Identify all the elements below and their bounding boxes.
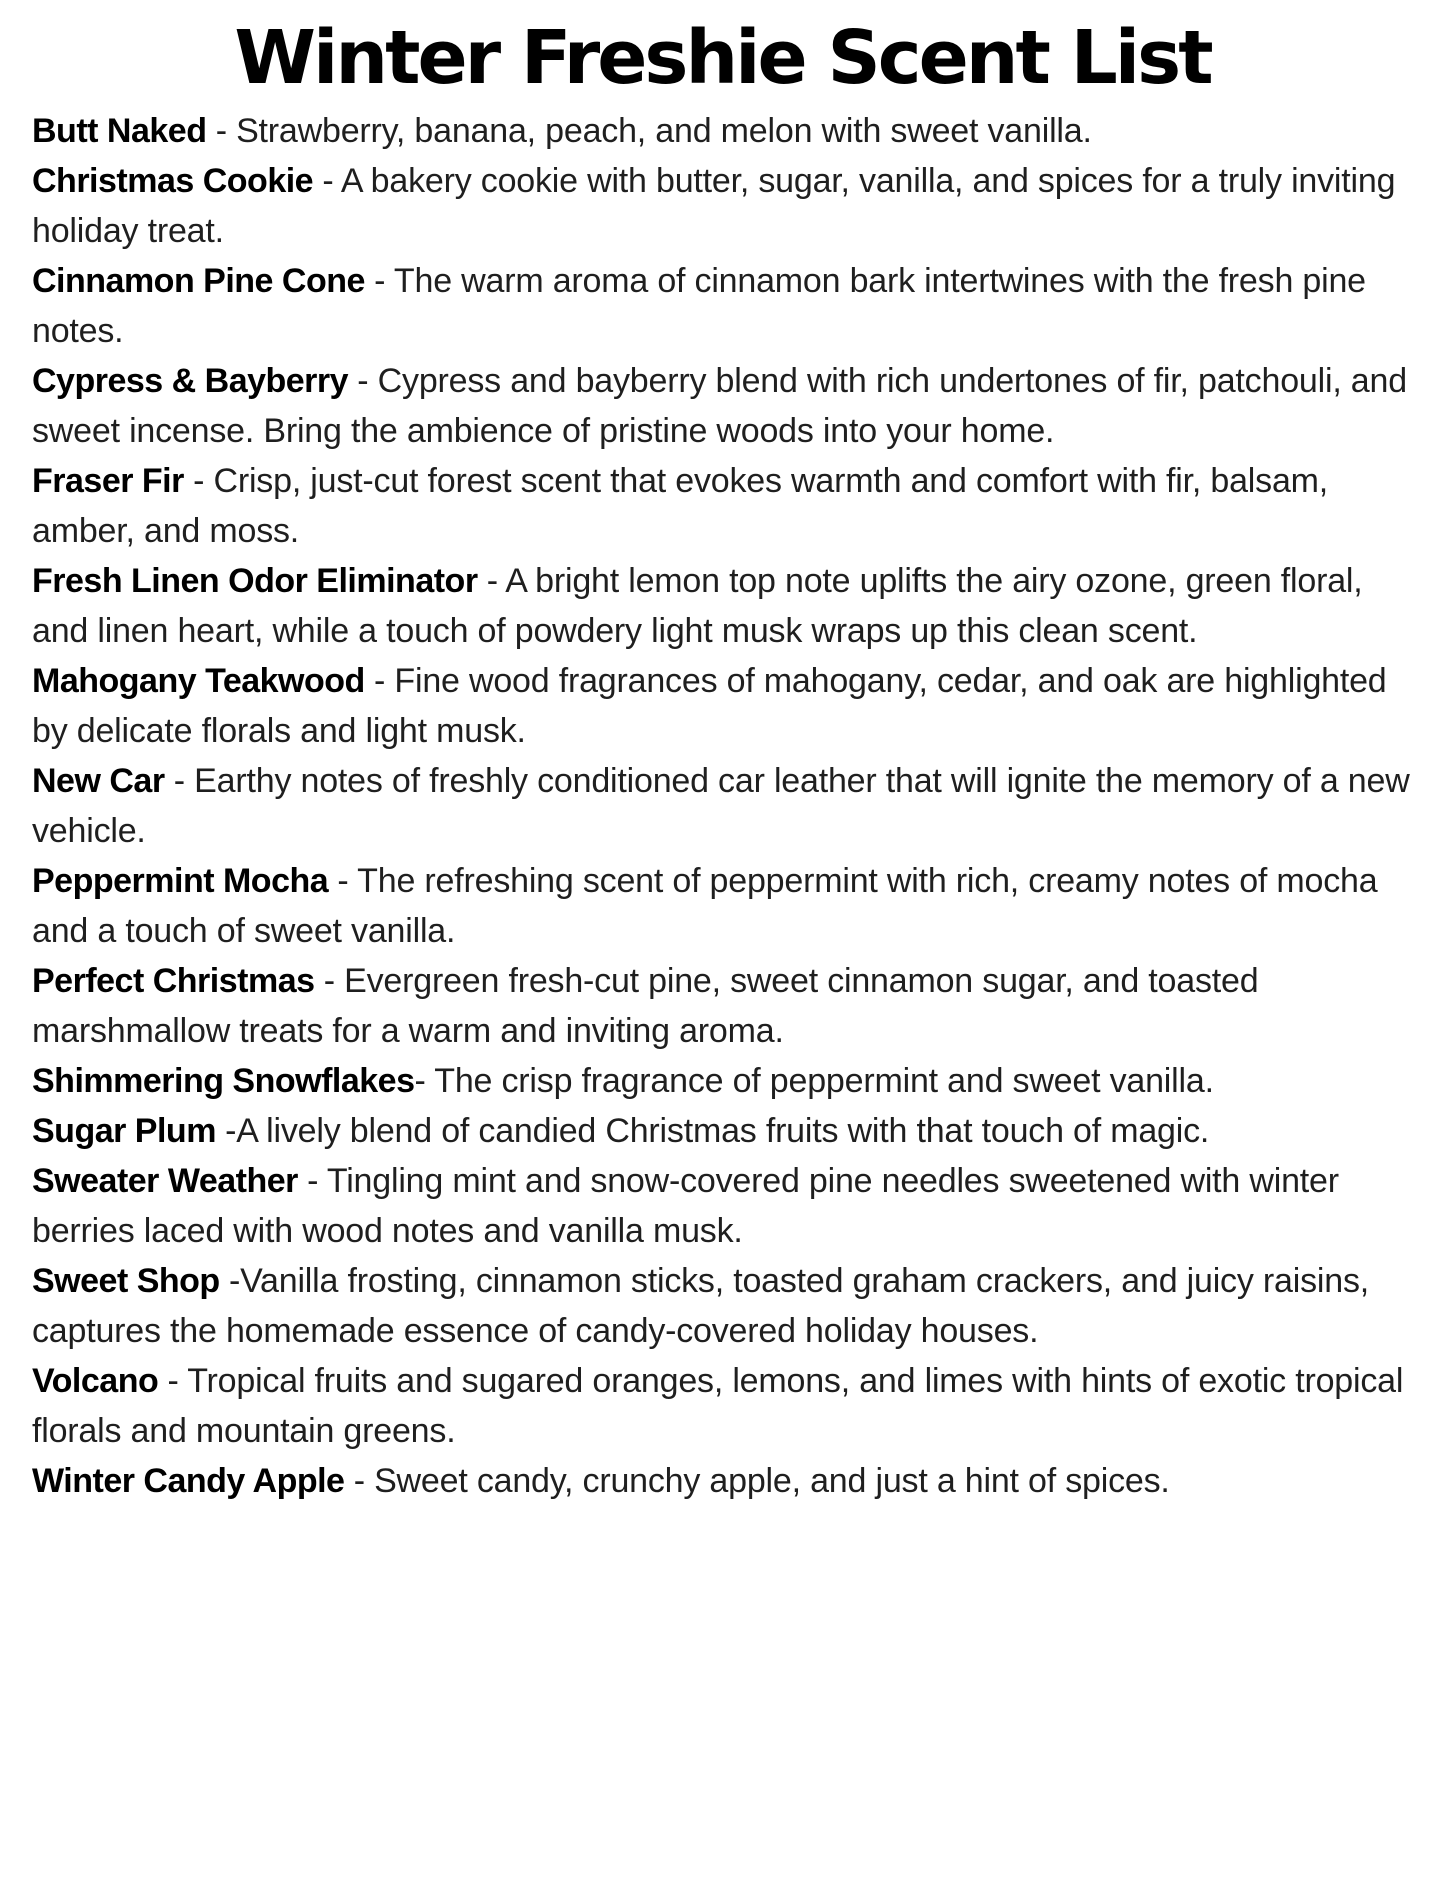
scent-item (32, 256, 1411, 356)
scent-item (32, 1256, 1411, 1356)
scent-description: - A bakery cookie with butter, sugar, vanilla, and spices for a truly inviting holiday treat. (32, 162, 1396, 250)
scent-item (32, 1356, 1411, 1456)
scent-name: Sugar Plum (32, 1112, 216, 1150)
scent-name: Christmas Cookie (32, 162, 314, 200)
scent-name: Sweet Shop (32, 1262, 220, 1300)
scent-name: Mahogany Teakwood (32, 662, 365, 700)
scent-name: Fresh Linen Odor Eliminator (32, 562, 478, 600)
scent-description: - Tingling mint and snow-covered pine needles sweetened with winter berries laced with wood notes and vanilla musk. (32, 1162, 1339, 1250)
scent-description: - The warm aroma of cinnamon bark intertwines with the fresh pine notes. (32, 262, 1366, 350)
scent-description: -A lively blend of candied Christmas fruits with that touch of magic. (215, 1112, 1210, 1150)
scent-name: Volcano (32, 1362, 159, 1400)
scent-item (32, 456, 1411, 556)
scent-description: - Strawberry, banana, peach, and melon with sweet vanilla. (206, 112, 1092, 150)
scent-name: Shimmering Snowflakes (32, 1062, 415, 1100)
scent-item (32, 106, 1411, 156)
scent-description: - Earthy notes of freshly conditioned car leather that will ignite the memory of a new vehicle. (32, 762, 1410, 850)
scent-item (32, 856, 1411, 956)
scent-description: - Evergreen fresh-cut pine, sweet cinnamon sugar, and toasted marshmallow treats for a warm and inviting aroma. (32, 962, 1259, 1050)
scent-description: - Cypress and bayberry blend with rich undertones of fir, patchouli, and sweet incense. Bring the ambience of pristine woods into your home. (32, 362, 1407, 450)
scent-item (32, 1456, 1411, 1506)
scent-name: Cypress & Bayberry (32, 362, 349, 400)
scent-name: Sweater Weather (32, 1162, 298, 1200)
scent-description: - Sweet candy, crunchy apple, and just a hint of spices. (344, 1462, 1170, 1500)
scent-item (32, 1106, 1411, 1156)
scent-name: Perfect Christmas (32, 962, 315, 1000)
scent-item (32, 1156, 1411, 1256)
scent-description: - Fine wood fragrances of mahogany, cedar, and oak are highlighted by delicate florals and light musk. (32, 662, 1387, 750)
scent-name: Peppermint Mocha (32, 862, 329, 900)
scent-description: -Vanilla frosting, cinnamon sticks, toasted graham crackers, and juicy raisins, captures the homemade essence of candy-covered holiday houses. (32, 1262, 1370, 1350)
scent-item (32, 156, 1411, 256)
scent-description: - Crisp, just-cut forest scent that evokes warmth and comfort with fir, balsam, amber, and moss. (32, 462, 1329, 550)
scent-name: Butt Naked (32, 112, 207, 150)
scent-description: - Tropical fruits and sugared oranges, lemons, and limes with hints of exotic tropical florals and mountain greens. (32, 1362, 1404, 1450)
scent-description: - A bright lemon top note uplifts the airy ozone, green floral, and linen heart, while a touch of powdery light musk wraps up this clean scent. (32, 562, 1363, 650)
scent-item (32, 756, 1411, 856)
scent-name: New Car (32, 762, 165, 800)
scent-description: - The refreshing scent of peppermint with rich, creamy notes of mocha and a touch of sweet vanilla. (32, 862, 1378, 950)
scent-item (32, 556, 1411, 656)
scent-name: Cinnamon Pine Cone (32, 262, 365, 300)
scent-name: Fraser Fir (32, 462, 184, 500)
page-title: Winter Freshie Scent List (234, 15, 1211, 101)
scent-description: - The crisp fragrance of peppermint and sweet vanilla. (414, 1062, 1214, 1100)
scent-list-page (0, 16, 1445, 1887)
scent-item (32, 956, 1411, 1056)
scent-item (32, 1056, 1411, 1106)
scent-item (32, 656, 1411, 756)
scent-name: Winter Candy Apple (32, 1462, 345, 1500)
scent-list (0, 106, 1445, 1506)
scent-item (32, 356, 1411, 456)
